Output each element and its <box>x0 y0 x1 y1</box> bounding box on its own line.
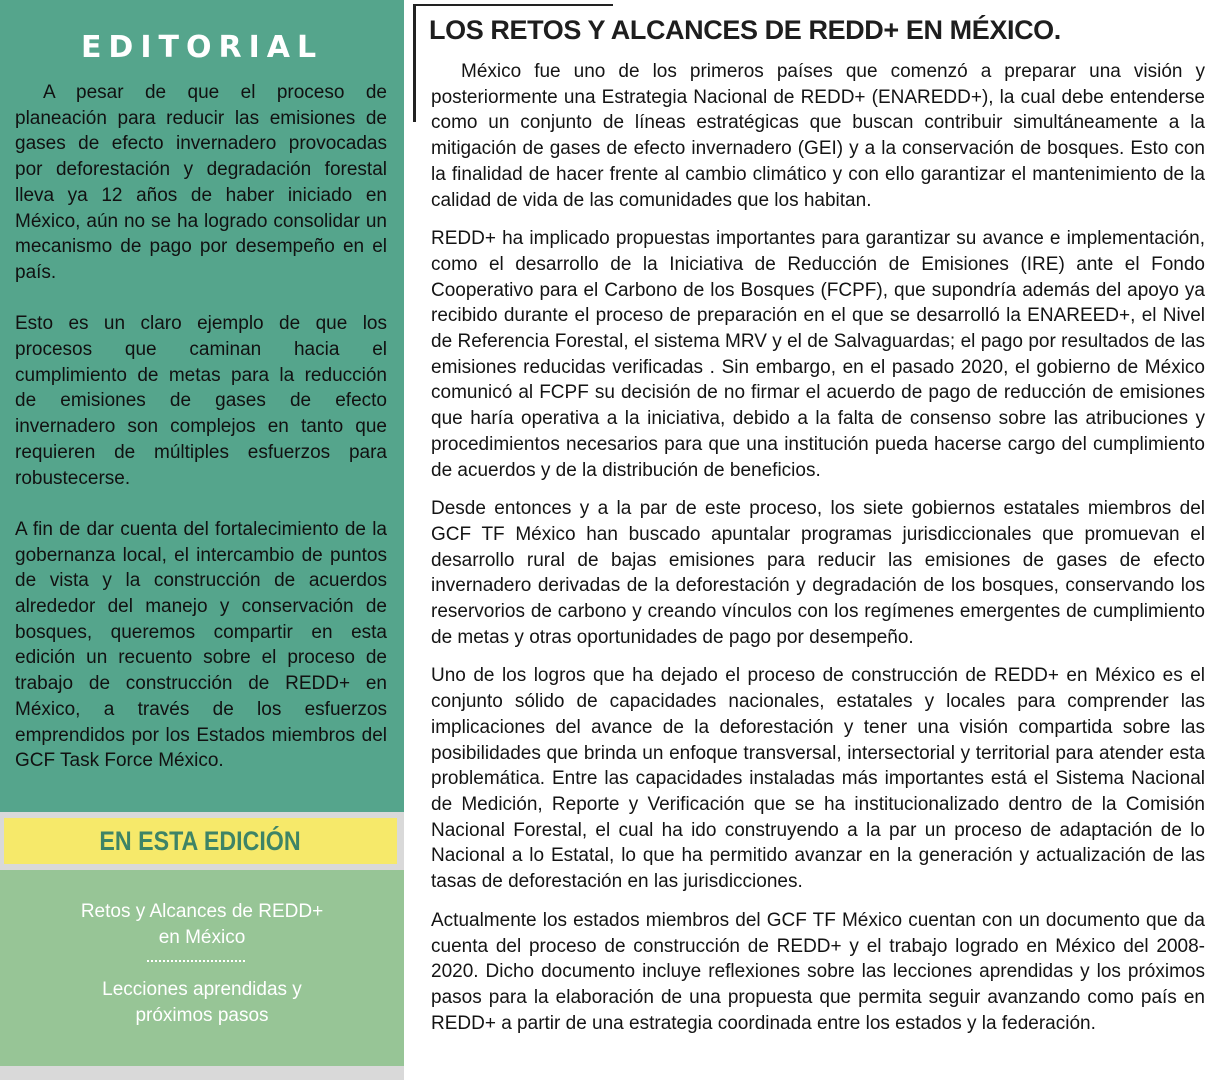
article-paragraph: México fue uno de los primeros países que comenzó a preparar una visión y posteriormente una Estrategia Nacional de REDD+ (ENAREDD+), la cual debe entenderse como un conjunto de líneas estratégicas que buscan contribuir simultáneamente a la mitigación de gases de efecto invernadero (GEI) y a la conservación de bosques. Esto con la finalidad de hacer frente al cambio climático y con ello garantizar el mantenimiento de la calidad de vida de las comunidades que los habitan. <box>431 61 1205 211</box>
left-column <box>0 0 404 1080</box>
toc-item-lecciones[interactable] <box>0 977 404 1028</box>
dotted-separator <box>147 960 245 962</box>
editorial-paragraph: Esto es un claro ejemplo de que los procesos que caminan hacia el cumplimiento de metas para la reducción de emisiones de gases de efecto invernadero son complejos en tanto que requieren de múltiples esfuerzos para robustecerse. <box>15 313 387 489</box>
editorial-panel <box>0 0 404 812</box>
article-body <box>431 59 1205 1049</box>
edition-heading: EN ESTA EDICIÓN <box>99 825 302 856</box>
edition-heading-band <box>4 818 397 864</box>
article-paragraph: Desde entonces y a la par de este proceso, los siete gobiernos estatales miembros del GCF TF México han buscado apuntalar programas jurisdiccionales que promuevan el desarrollo rural de bajas emisiones para reducir las emisiones de gases de efecto invernadero derivadas de la deforestación y degradación de los bosques, conservando los reservorios de carbono y creando vínculos con los regímenes emergentes de cumplimiento de metas y otras oportunidades de pago por desempeño. <box>431 498 1205 648</box>
editorial-body <box>15 80 387 800</box>
article-paragraph: Uno de los logros que ha dejado el proceso de construcción de REDD+ en México es el conjunto sólido de capacidades nacionales, estatales y locales para comprender las implicaciones del avance de la deforestación y tener una visión compartida sobre las posibilidades que brinda un enfoque transversal, intersectorial y territorial para atender esta problemática. Entre las capacidades instaladas más importantes está el Sistema Nacional de Medición, Reporte y Verificación que se ha institucionalizado dentro de la Comisión Nacional Forestal, el cual ha ido construyendo a la par un proceso de adaptación de lo Nacional a lo Estatal, lo que ha permitido avanzar en la generación y actualización de las tasas de deforestación en las jurisdicciones. <box>431 665 1205 893</box>
title-frame-left <box>413 6 416 122</box>
title-frame-top <box>413 4 613 6</box>
editorial-paragraph: A pesar de que el proceso de planeación para reducir las emisiones de gases de efecto invernadero provocadas por deforestación y degradación forestal lleva ya 12 años de haber iniciado en México, aún no se ha logrado consolidar un mecanismo de pago por desempeño en el país. <box>15 82 387 283</box>
editorial-title: EDITORIAL <box>80 30 324 65</box>
table-of-contents <box>0 870 404 1066</box>
toc-item-line: Retos y Alcances de REDD+ <box>80 901 324 922</box>
article-title: LOS RETOS Y ALCANCES DE REDD+ EN MÉXICO. <box>429 15 1061 45</box>
editorial-paragraph: A fin de dar cuenta del fortalecimiento de la gobernanza local, el intercambio de puntos de vista y la construcción de acuerdos alrededor del manejo y conservación de bosques, queremos compartir en esta edición un recuento sobre el proceso de trabajo de construcción de REDD+ en México, a través de los esfuerzos emprendidos por los Estados miembros del GCF Task Force México. <box>15 518 387 772</box>
article-paragraph: Actualmente los estados miembros del GCF TF México cuentan con un documento que da cuenta del proceso de construcción de REDD+ y el trabajo logrado en México del 2008-2020. Dicho documento incluye reflexiones sobre las lecciones aprendidas y los próximos pasos para la elaboración de una propuesta que permita seguir avanzando como país en REDD+ a partir de una estrategia coordinada entre los estados y la federación. <box>431 909 1205 1034</box>
toc-item-line: Lecciones aprendidas y <box>102 979 302 1000</box>
toc-item-retos[interactable] <box>0 899 404 950</box>
toc-item-line: próximos pasos <box>135 1004 269 1026</box>
article-paragraph: REDD+ ha implicado propuestas importantes para garantizar su avance e implementación, como el desarrollo de la Iniciativa de Reducción de Emisiones (IRE) ante el Fondo Cooperativo para el Carbono de los Bosques (FCPF), que supondría además del apoyo ya recibido durante el proceso de preparación en el que se desarrolló la ENAREED+, el Nivel de Referencia Forestal, el sistema MRV y el de Salvaguardas; el pago por resultados de las emisiones reducidas verificadas . Sin embargo, en el pasado 2020, el gobierno de México comunicó al FCPF su decisión de no firmar el acuerdo de pago de reducción de emisiones que haría operativa a la iniciativa, debido a la falta de consenso sobre las atribuciones y procedimientos necesarios para que una institución pueda hacerse cargo del cumplimiento de acuerdos y de la distribución de beneficios. <box>431 228 1205 481</box>
toc-item-line: en México <box>158 926 246 948</box>
